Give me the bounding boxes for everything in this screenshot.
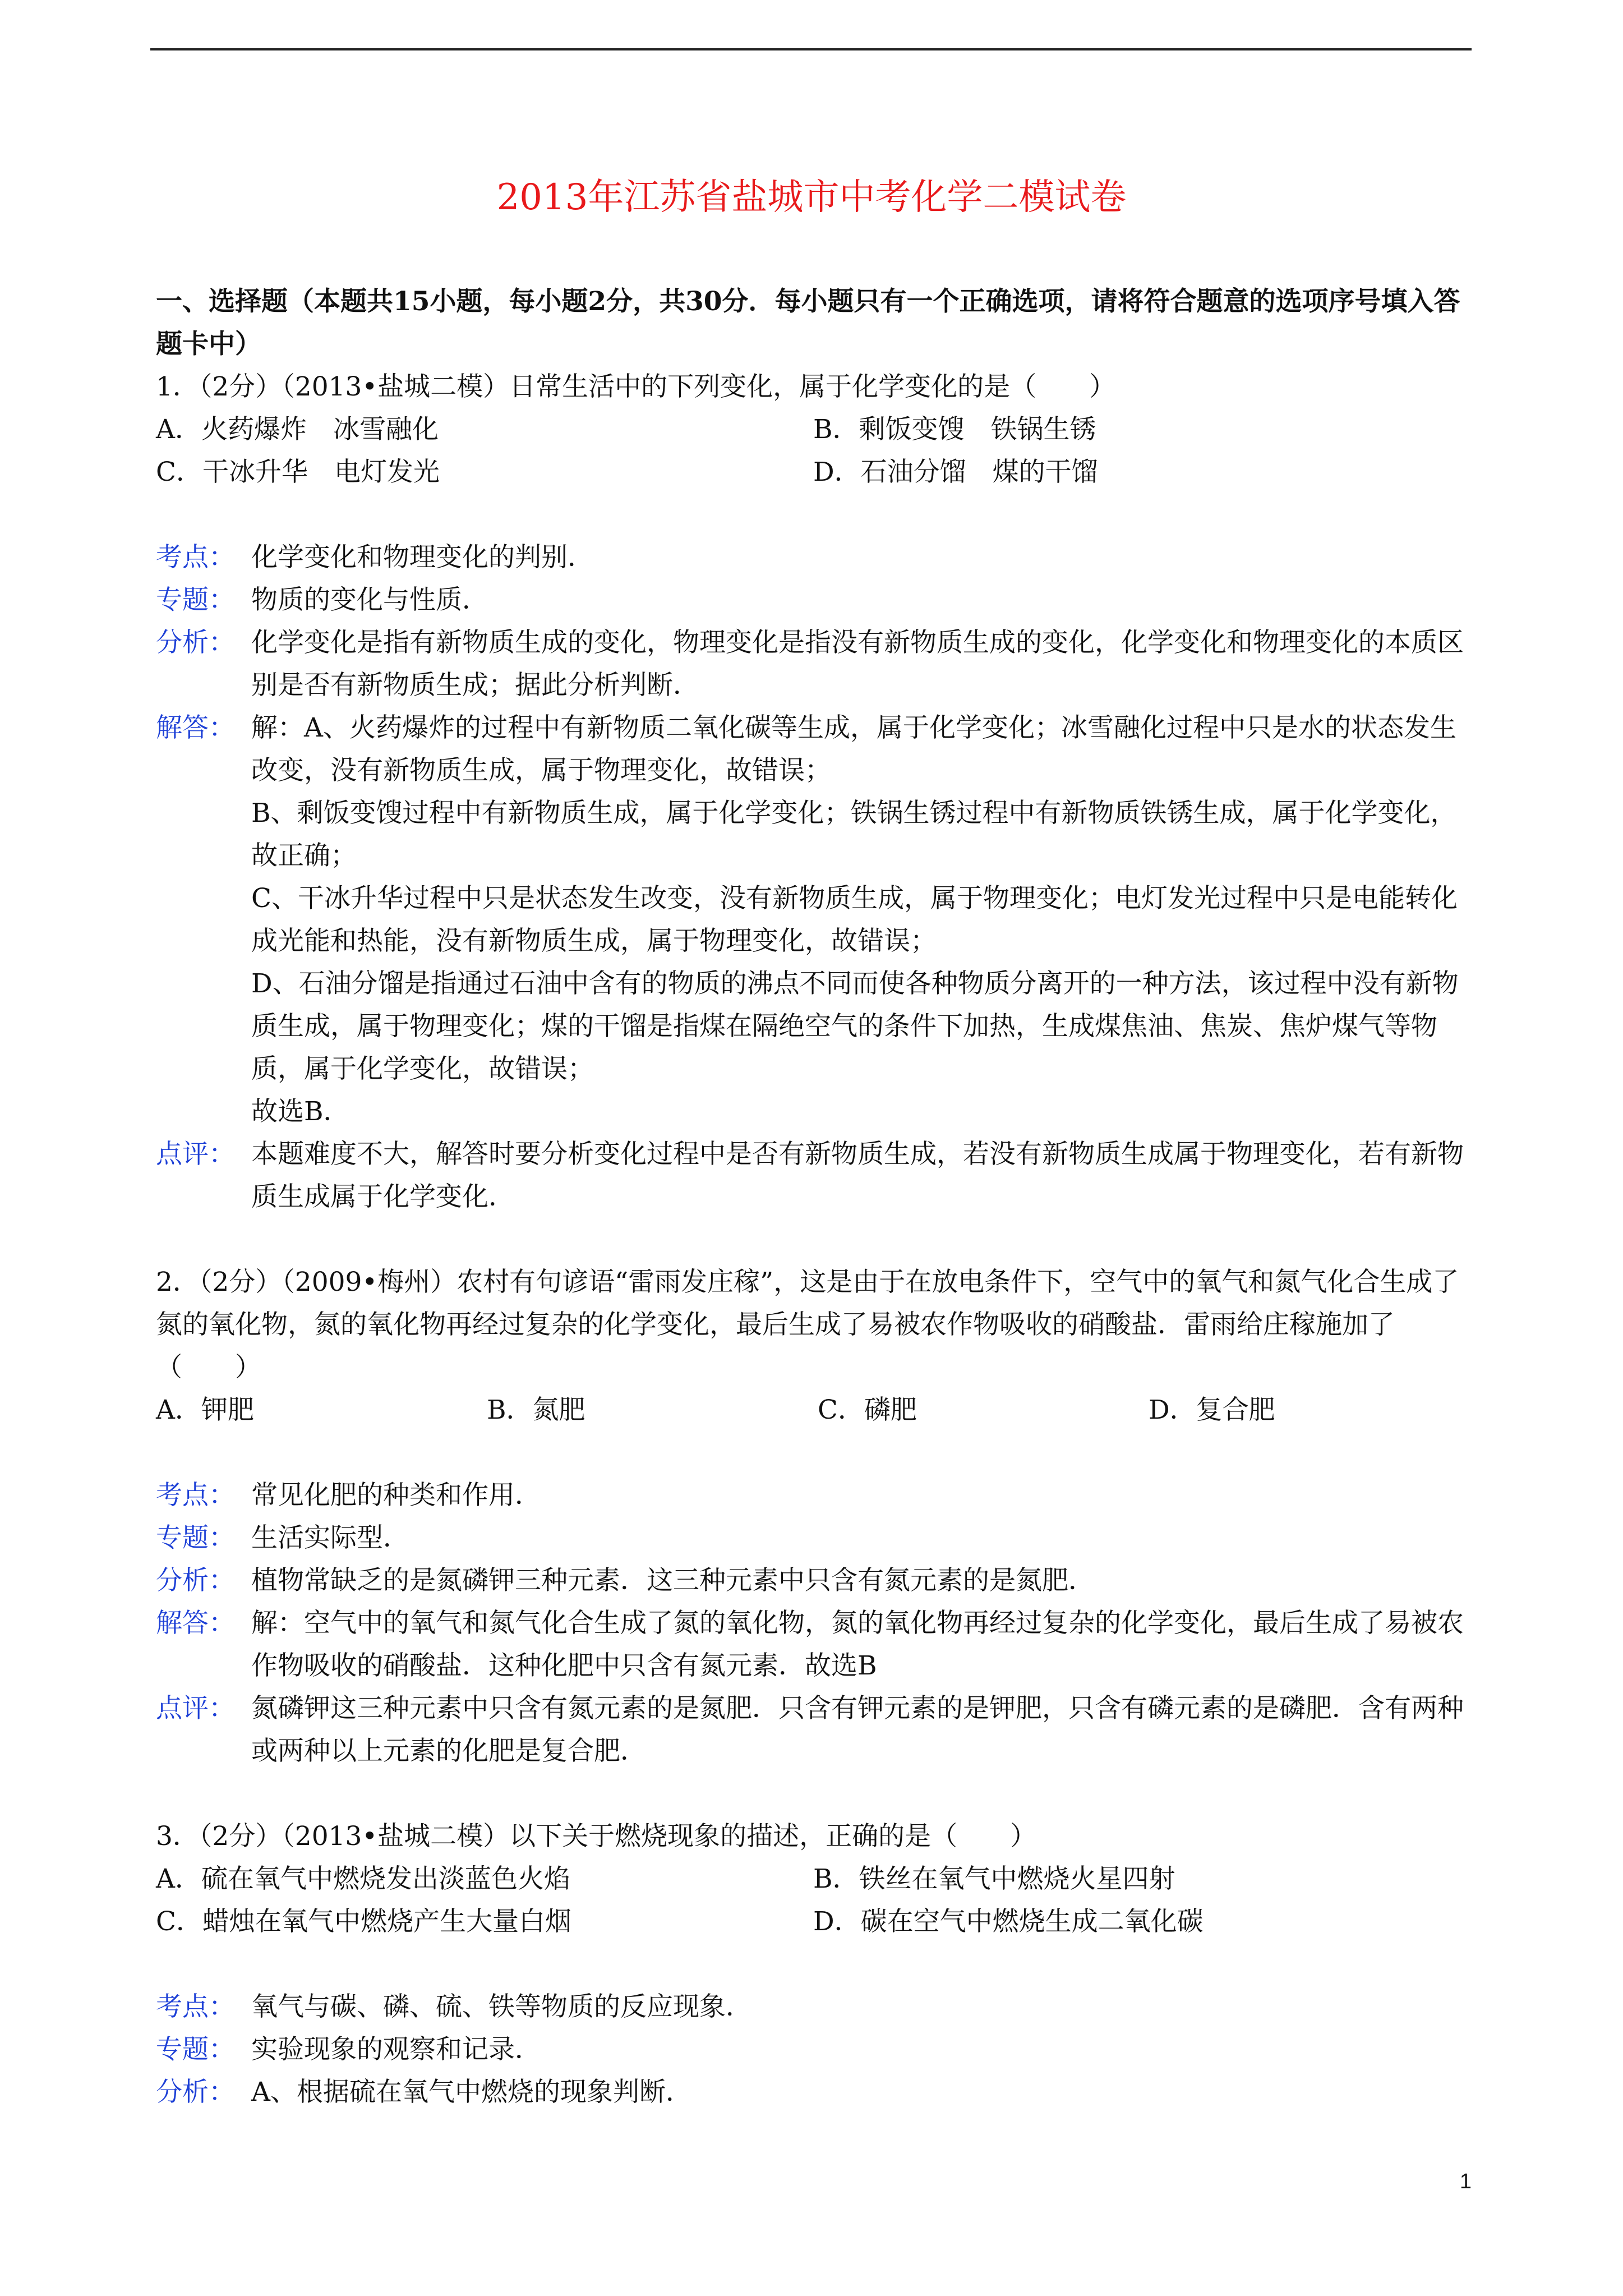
- fenxi-row: [156, 1559, 1479, 1602]
- zhuanti-text: 物质的变化与性质．: [251, 585, 488, 615]
- option-c: C．磷肥: [818, 1395, 917, 1425]
- kaodian-row: [156, 536, 1479, 579]
- dianping-label: 点评：: [156, 1693, 235, 1724]
- fenxi-label: 分析：: [156, 2077, 235, 2108]
- header-rule: [150, 48, 1472, 50]
- fenxi-text: 化学变化是指有新物质生成的变化，物理变化是指没有新物质生成的变化，化学变化和物理变化的本质区别是否有新物质生成；据此分析判断．: [251, 627, 1464, 701]
- dianping-row: [156, 1687, 1479, 1773]
- question-stem: 2．（2分）（2009•梅州）农村有句谚语“雷雨发庄稼”，这是由于在放电条件下，空气中的氧气和氮气化合生成了氮的氧化物，氮的氧化物再经过复杂的化学变化，最后生成了易被农作物吸收的硝酸盐．雷雨给庄稼施加了（ ）: [156, 1267, 1459, 1383]
- kaodian-text: 常见化肥的种类和作用．: [251, 1480, 541, 1511]
- question-2: [156, 1261, 1479, 1773]
- zhuanti-label: 专题：: [156, 2034, 235, 2065]
- option-d: D．复合肥: [1149, 1395, 1275, 1425]
- question-options: [156, 408, 1479, 494]
- jieda-row: [156, 1602, 1479, 1687]
- zhuanti-row: [156, 2028, 1479, 2071]
- analysis-block: [156, 536, 1479, 1218]
- option-a: A．硫在氧气中燃烧发出淡蓝色火焰: [156, 1864, 570, 1894]
- kaodian-text: 氧气与碳、磷、硫、铁等物质的反应现象．: [251, 1991, 752, 2022]
- jieda-paragraph: D、石油分馏是指通过石油中含有的物质的沸点不同而使各种物质分离开的一种方法，该过程中没有新物质生成，属于物理变化；煤的干馏是指煤在隔绝空气的条件下加热，生成煤焦油、焦炭、焦炉煤气等物质，属于化学变化，故错误；: [251, 968, 1459, 1084]
- jieda-paragraph: 故选B．: [251, 1096, 350, 1127]
- option-b: B．剩饭变馊 铁锅生锈: [813, 414, 1096, 445]
- question-1: [156, 366, 1479, 1218]
- jieda-row: [156, 707, 1479, 1133]
- fenxi-text: 植物常缺乏的是氮磷钾三种元素．这三种元素中只含有氮元素的是氮肥．: [251, 1565, 1095, 1596]
- zhuanti-row: [156, 1517, 1479, 1559]
- option-b: B．铁丝在氧气中燃烧火星四射: [813, 1864, 1175, 1894]
- zhuanti-text: 生活实际型．: [251, 1522, 409, 1553]
- zhuanti-label: 专题：: [156, 1522, 235, 1553]
- page-number: 1: [1459, 2170, 1472, 2193]
- question-options: [156, 1389, 1479, 1432]
- fenxi-label: 分析：: [156, 1565, 235, 1596]
- kaodian-text: 化学变化和物理变化的判别．: [251, 542, 594, 573]
- dianping-row: [156, 1133, 1479, 1218]
- analysis-block: [156, 1986, 1479, 2114]
- jieda-paragraph: B、剩饭变馊过程中有新物质生成，属于化学变化；铁锅生锈过程中有新物质铁锈生成，属于化学变化，故正确；: [251, 798, 1457, 871]
- document-body: [156, 280, 1479, 2114]
- option-a: A．钾肥: [156, 1395, 254, 1425]
- option-a: A．火药爆炸 冰雪融化: [156, 414, 439, 445]
- option-c: C．蜡烛在氧气中燃烧产生大量白烟: [156, 1906, 571, 1937]
- kaodian-row: [156, 1474, 1479, 1517]
- fenxi-label: 分析：: [156, 627, 235, 658]
- jieda-label: 解答：: [156, 1608, 235, 1639]
- option-b: B．氮肥: [487, 1395, 585, 1425]
- page-title: 2013年江苏省盐城市中考化学二模试卷: [496, 177, 1127, 218]
- jieda-label: 解答：: [156, 712, 235, 743]
- jieda-text: 解：空气中的氧气和氮气化合生成了氮的氧化物，氮的氧化物再经过复杂的化学变化，最后生成了易被农作物吸收的硝酸盐．这种化肥中只含有氮元素．故选B: [251, 1608, 1464, 1681]
- section-heading: 一、选择题（本题共15小题，每小题2分，共30分．每小题只有一个正确选项，请将符合题意的选项序号填入答题卡中）: [156, 286, 1460, 360]
- fenxi-row: [156, 622, 1479, 707]
- jieda-paragraph: 解：A、火药爆炸的过程中有新物质二氧化碳等生成，属于化学变化；冰雪融化过程中只是水的状态发生改变，没有新物质生成，属于物理变化，故错误；: [251, 712, 1456, 786]
- dianping-label: 点评：: [156, 1139, 235, 1170]
- zhuanti-label: 专题：: [156, 585, 235, 615]
- option-c: C．干冰升华 电灯发光: [156, 457, 440, 487]
- zhuanti-text: 实验现象的观察和记录．: [251, 2034, 541, 2065]
- kaodian-label: 考点：: [156, 1991, 235, 2022]
- dianping-text: 本题难度不大，解答时要分析变化过程中是否有新物质生成，若没有新物质生成属于物理变化，若有新物质生成属于化学变化．: [251, 1139, 1464, 1212]
- kaodian-label: 考点：: [156, 1480, 235, 1511]
- option-d: D．石油分馏 煤的干馏: [813, 457, 1098, 487]
- kaodian-row: [156, 1986, 1479, 2028]
- question-3: [156, 1815, 1479, 2114]
- kaodian-label: 考点：: [156, 542, 235, 573]
- option-d: D．碳在空气中燃烧生成二氧化碳: [813, 1906, 1204, 1937]
- question-stem: 1．（2分）（2013•盐城二模）日常生活中的下列变化，属于化学变化的是（ ）: [156, 371, 1116, 402]
- dianping-text: 氮磷钾这三种元素中只含有氮元素的是氮肥．只含有钾元素的是钾肥，只含有磷元素的是磷肥．含有两种或两种以上元素的化肥是复合肥．: [251, 1693, 1464, 1766]
- question-stem: 3．（2分）（2013•盐城二模）以下关于燃烧现象的描述，正确的是（ ）: [156, 1821, 1037, 1852]
- analysis-block: [156, 1474, 1479, 1773]
- jieda-paragraph: C、干冰升华过程中只是状态发生改变，没有新物质生成，属于物理变化；电灯发光过程中只是电能转化成光能和热能，没有新物质生成，属于物理变化，故错误；: [251, 883, 1458, 956]
- question-options: [156, 1858, 1479, 1943]
- fenxi-row: [156, 2071, 1479, 2114]
- fenxi-text: A、根据硫在氧气中燃烧的现象判断．: [251, 2077, 692, 2108]
- zhuanti-row: [156, 579, 1479, 622]
